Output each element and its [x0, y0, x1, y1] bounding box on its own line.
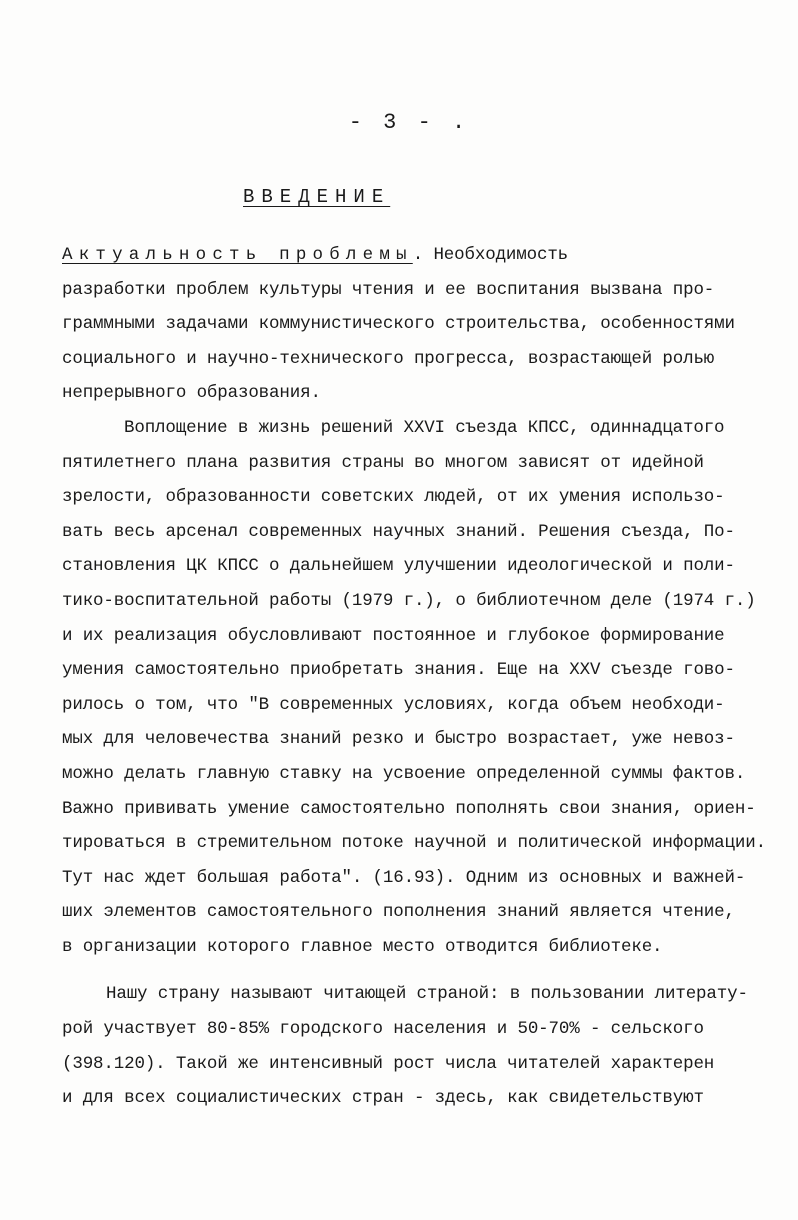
text-line: тироваться в стремительном потоке научной и политической информации.: [62, 833, 766, 854]
text-line: разработки проблем культуры чтения и ее воспитания вызвана про-: [62, 279, 715, 300]
text-line: [62, 238, 786, 273]
text-fragment: . Необходимость: [412, 245, 569, 265]
text-line: ших элементов самостоятельного пополнения знаний является чтение,: [62, 902, 735, 923]
text-line: умения самостоятельно приобретать знания. Еще на XXV съезде гово-: [62, 660, 735, 681]
subsection-label: Актуальность проблемы: [62, 245, 413, 265]
text-line: тико-воспитательной работы (1979 г.), о библиотечном деле (1974 г.): [62, 590, 756, 611]
text-line: зрелости, образованности советских людей, от их умения использо-: [62, 487, 725, 508]
body-text: [62, 238, 786, 1116]
text-line: Нашу страну называют читающей страной: в пользовании литерату-: [106, 984, 748, 1005]
text-line: в организации которого главное место отводится библиотеке.: [62, 936, 663, 957]
text-line: Воплощение в жизнь решений XXVI съезда КПСС, одиннадцатого: [124, 417, 725, 438]
text-line: и для всех социалистических стран - здесь, как свидетельствуют: [62, 1088, 704, 1109]
text-line: вать весь арсенал современных научных знаний. Решения съезда, По-: [62, 521, 735, 542]
text-line: становления ЦК КПСС о дальнейшем улучшении идеологической и поли-: [62, 556, 735, 577]
section-heading: ВВЕДЕНИЕ: [243, 186, 391, 208]
text-line: (398.120). Такой же интенсивный рост числа читателей характерен: [62, 1053, 715, 1074]
text-line: Тут нас ждет большая работа". (16.93). Одним из основных и важней-: [62, 867, 746, 888]
text-line: рой участвует 80-85% городского населения и 50-70% - сельского: [62, 1019, 704, 1040]
page-number: - 3 - .: [348, 110, 470, 135]
text-line: рилось о том, что "В современных условиях, когда объем необходи-: [62, 694, 725, 715]
text-line: Важно прививать умение самостоятельно пополнять свои знания, ориен-: [62, 798, 756, 819]
text-line: пятилетнего плана развития страны во многом зависят от идейной: [62, 452, 704, 473]
text-line: и их реализация обусловливают постоянное и глубокое формирование: [62, 625, 725, 646]
text-line: мых для человечества знаний резко и быстро возрастает, уже невоз-: [62, 729, 735, 750]
text-line: непрерывного образования.: [62, 383, 321, 404]
text-line: социального и научно-технического прогресса, возрастающей ролью: [62, 348, 715, 369]
text-line: граммными задачами коммунистического строительства, особенностями: [62, 314, 735, 335]
paragraph-gap: [62, 964, 786, 977]
text-line: можно делать главную ставку на усвоение определенной суммы фактов.: [62, 763, 746, 784]
